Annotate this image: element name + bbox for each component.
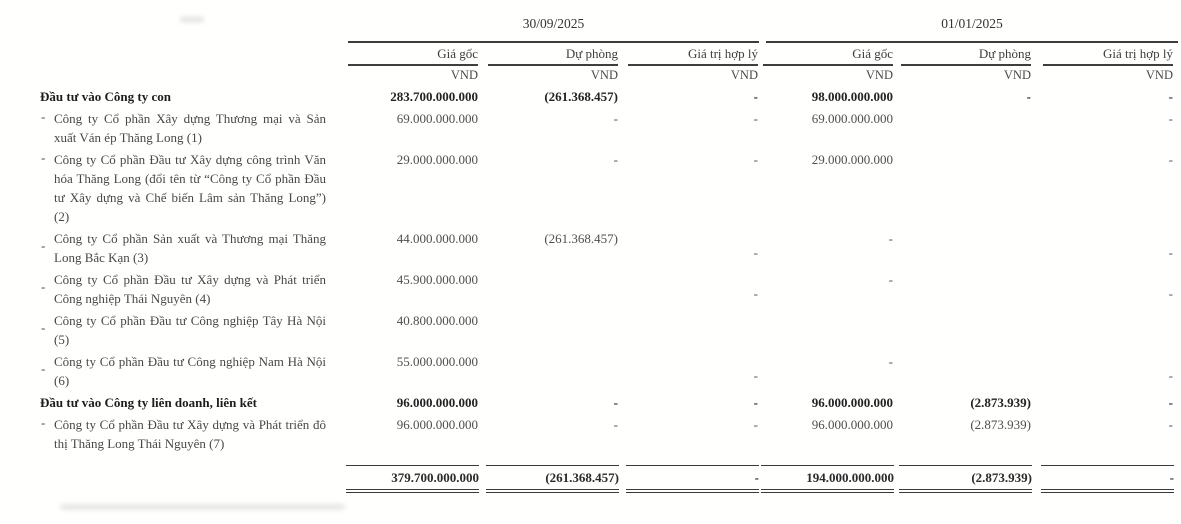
cell-p1-provision: - [613, 417, 618, 432]
col-header-p1-provision: Dự phòng [565, 46, 618, 61]
row-label: Đầu tư vào Công ty con [40, 89, 171, 104]
row-label: Công ty Cổ phần Đầu tư Công nghiệp Nam Hà Nội (6) [54, 354, 326, 388]
cell-p2-fairvalue: - [1168, 286, 1173, 301]
row-label: Công ty Cổ phần Đầu tư Xây dựng và Phát triển Công nghiệp Thái Nguyên (4) [54, 272, 326, 306]
cell-p2-fairvalue: - [1168, 395, 1173, 410]
col-underline [628, 64, 758, 66]
cell-p2-fairvalue: - [1168, 368, 1173, 383]
cell-p1-provision: (261.368.457) [544, 231, 618, 246]
cell-p1-fairvalue: - [753, 286, 758, 301]
cell-p2-fairvalue: - [1168, 417, 1173, 432]
table-row [0, 270, 1181, 308]
total-p2-fairvalue: - [1041, 465, 1174, 493]
table-row [0, 109, 1181, 147]
col-header-p2-fairvalue: Giá trị hợp lý [1102, 46, 1173, 61]
unit-label: VND [590, 68, 618, 82]
cell-p1-fairvalue: - [753, 111, 758, 126]
totals-row [0, 465, 1181, 497]
cell-p1-fairvalue: - [753, 368, 758, 383]
cell-p1-cost: 44.000.000.000 [396, 231, 478, 246]
col-header-p2-cost: Giá gốc [852, 46, 893, 61]
cell-p2-cost: 29.000.000.000 [811, 152, 893, 167]
col-underline [763, 64, 893, 66]
cell-p1-provision: - [613, 152, 618, 167]
row-label: Công ty Cổ phần Sản xuất và Thương mại Thăng Long Bắc Kạn (3) [54, 231, 326, 265]
table-body [0, 87, 1181, 497]
cell-p2-cost: - [888, 272, 893, 287]
cell-p2-cost: 98.000.000.000 [811, 89, 893, 104]
total-p2-cost: 194.000.000.000 [761, 465, 894, 493]
cell-p2-cost: 69.000.000.000 [811, 111, 893, 126]
table-row [0, 415, 1181, 453]
cell-p1-cost: 283.700.000.000 [390, 89, 478, 104]
period-1-date: 30/09/2025 [522, 16, 585, 31]
col-underline [1043, 64, 1173, 66]
row-label: Đầu tư vào Công ty liên doanh, liên kết [40, 395, 257, 410]
cell-p1-cost: 29.000.000.000 [396, 152, 478, 167]
cell-p2-cost: - [888, 354, 893, 369]
period-2-date: 01/01/2025 [941, 16, 1003, 31]
table-row [0, 87, 1181, 106]
unit-label: VND [1003, 68, 1031, 82]
col-underline [901, 64, 1031, 66]
table-row [0, 393, 1181, 412]
cell-p2-fairvalue: - [1168, 89, 1173, 104]
row-bullet: - [41, 320, 46, 335]
cell-p2-cost: 96.000.000.000 [811, 395, 893, 410]
table-row [0, 311, 1181, 349]
total-p1-provision: (261.368.457) [486, 465, 619, 493]
unit-label: VND [865, 68, 893, 82]
cell-p2-fairvalue: - [1168, 245, 1173, 260]
cell-p1-fairvalue: - [753, 395, 758, 410]
col-underline [488, 64, 618, 66]
table-row [0, 352, 1181, 390]
row-label: Công ty Cổ phần Đầu tư Xây dựng và Phát triển đô thị Thăng Long Thái Nguyên (7) [54, 417, 326, 451]
scan-artifact [60, 504, 345, 510]
period-1-underline [348, 41, 759, 43]
cell-p1-cost: 69.000.000.000 [396, 111, 478, 126]
cell-p2-cost: 96.000.000.000 [811, 417, 893, 432]
cell-p2-fairvalue: - [1168, 152, 1173, 167]
row-label: Công ty Cổ phần Xây dựng Thương mại và Sản xuất Ván ép Thăng Long (1) [54, 111, 326, 145]
unit-label: VND [730, 68, 758, 82]
table-row [0, 150, 1181, 226]
cell-p2-provision: (2.873.939) [970, 417, 1031, 432]
cell-p1-fairvalue: - [753, 89, 758, 104]
cell-p1-cost: 40.800.000.000 [396, 313, 478, 328]
table-row [0, 229, 1181, 267]
cell-p1-fairvalue: - [753, 245, 758, 260]
cell-p1-provision: (261.368.457) [544, 89, 618, 104]
cell-p1-cost: 45.900.000.000 [396, 272, 478, 287]
cell-p1-provision: - [613, 111, 618, 126]
cell-p2-provision: - [1026, 89, 1031, 104]
cell-p2-cost: - [888, 231, 893, 246]
total-p1-cost: 379.700.000.000 [346, 465, 479, 493]
row-bullet: - [41, 361, 46, 376]
period-2-underline [766, 41, 1178, 43]
cell-p1-cost: 55.000.000.000 [396, 354, 478, 369]
row-bullet: - [41, 238, 46, 253]
scan-artifact [180, 17, 204, 22]
col-header-p1-fairvalue: Giá trị hợp lý [687, 46, 758, 61]
row-bullet: - [41, 150, 46, 165]
cell-p1-fairvalue: - [753, 152, 758, 167]
row-bullet: - [41, 279, 46, 294]
cell-p1-cost: 96.000.000.000 [396, 417, 478, 432]
unit-label: VND [450, 68, 478, 82]
row-label: Công ty Cổ phần Đầu tư Xây dựng công trình Văn hóa Thăng Long (đổi tên từ “Công ty Cổ phần Đầu tư Xây dựng và Chế biến Lâm sản Thăng Long”) (2) [54, 152, 326, 224]
cell-p1-cost: 96.000.000.000 [396, 395, 478, 410]
total-p1-fairvalue: - [626, 465, 759, 493]
cell-p1-provision: - [613, 395, 618, 410]
row-bullet: - [41, 415, 46, 430]
col-underline [348, 64, 478, 66]
col-header-p2-provision: Dự phòng [978, 46, 1031, 61]
cell-p2-provision: (2.873.939) [970, 395, 1031, 410]
col-header-p1-cost: Giá gốc [437, 46, 478, 61]
row-bullet: - [41, 109, 46, 124]
cell-p1-fairvalue: - [753, 417, 758, 432]
unit-label: VND [1145, 68, 1173, 82]
cell-p2-fairvalue: - [1168, 111, 1173, 126]
total-p2-provision: (2.873.939) [899, 465, 1032, 493]
row-label: Công ty Cổ phần Đầu tư Công nghiệp Tây Hà Nội (5) [54, 313, 326, 347]
table-rows [0, 87, 1181, 453]
